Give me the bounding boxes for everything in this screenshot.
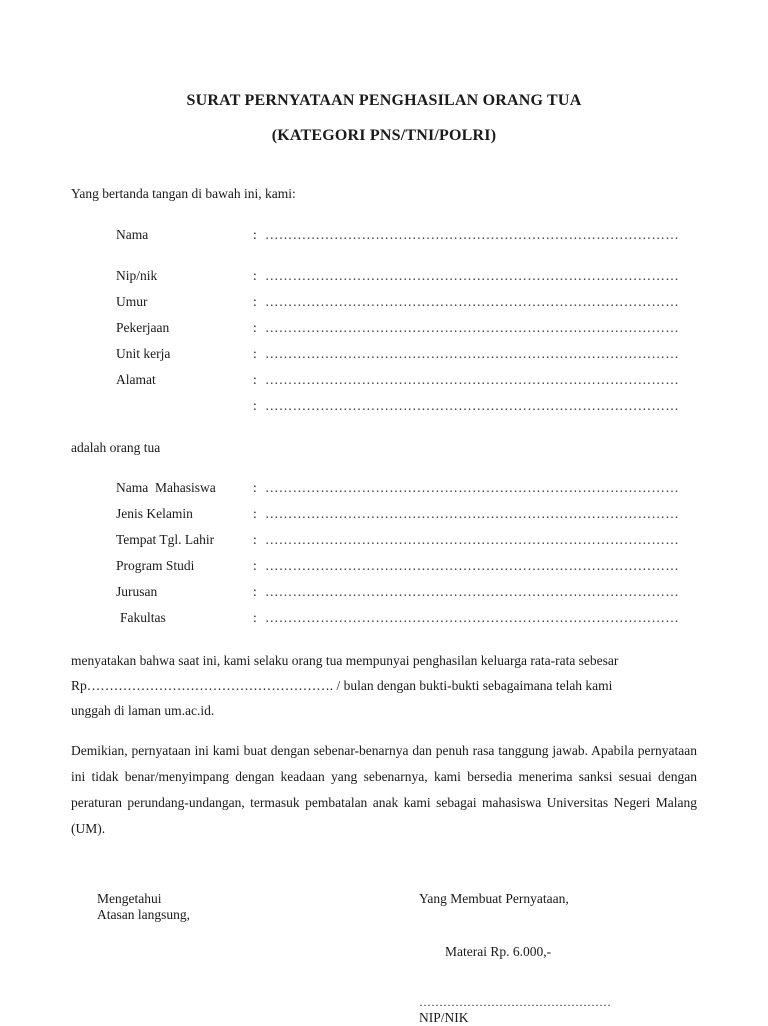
field-row-alamat-continued <box>116 398 679 416</box>
field-colon: : <box>253 268 257 283</box>
statement-line-1: menyatakan bahwa saat ini, kami selaku orang tua mempunyai penghasilan keluarga rata-rata sebesar <box>71 653 619 668</box>
field-colon: : <box>253 480 257 495</box>
field-row-program-studi <box>116 558 679 576</box>
signature-blank: ………………………………………… <box>419 995 611 1009</box>
document-title: SURAT PERNYATAAN PENGHASILAN ORANG TUA <box>186 92 582 109</box>
field-blank: ……………………………………………………………………………… <box>265 558 679 573</box>
left-signature-line-1: Mengetahui <box>97 891 162 906</box>
field-row-tempat-tgl-lahir <box>116 532 679 550</box>
closing-text: Demikian, pernyataan ini kami buat dengan sebenar-benarnya dan penuh rasa tanggung jawab. Apabila pernyataan ini tidak benar/menyimpang dengan keadaan yang sebenarnya, kami bersedia menerima sanksi sesuai dengan peraturan perundang-undangan, termasuk pembatalan anak kami sebagai mahasiswa Universitas Negeri Malang (UM). <box>71 743 697 836</box>
field-colon: : <box>253 398 257 413</box>
field-label: Jenis Kelamin <box>116 506 193 521</box>
field-row-alamat <box>116 372 679 390</box>
field-blank: ……………………………………………………………………………… <box>265 227 679 242</box>
field-label: Nip/nik <box>116 268 158 283</box>
field-label: Program Studi <box>116 558 195 573</box>
field-label: Pekerjaan <box>116 320 170 335</box>
field-blank: ……………………………………………………………………………… <box>265 532 679 547</box>
field-row-nama-mahasiswa <box>116 480 679 498</box>
field-blank: ……………………………………………………………………………… <box>265 610 679 625</box>
field-blank: ……………………………………………………………………………… <box>265 294 679 309</box>
field-row-pekerjaan <box>116 320 679 338</box>
materai-label: Materai Rp. 6.000,- <box>445 944 552 959</box>
field-label: Nama Mahasiswa <box>116 480 216 495</box>
field-label: Umur <box>116 294 148 309</box>
field-colon: : <box>253 372 257 387</box>
nip-label: NIP/NIK <box>419 1010 469 1025</box>
field-colon: : <box>253 346 257 361</box>
field-label: Fakultas <box>120 610 166 625</box>
right-signature-title: Yang Membuat Pernyataan, <box>419 891 569 906</box>
field-blank: ……………………………………………………………………………… <box>265 398 679 413</box>
field-label: Alamat <box>116 372 156 387</box>
field-row-jurusan <box>116 584 679 602</box>
field-label: Tempat Tgl. Lahir <box>116 532 215 547</box>
field-label: Nama <box>116 227 149 242</box>
document-subtitle: (KATEGORI PNS/TNI/POLRI) <box>271 127 497 144</box>
field-colon: : <box>253 227 257 242</box>
field-colon: : <box>253 506 257 521</box>
field-blank: ……………………………………………………………………………… <box>265 506 679 521</box>
field-row-umur <box>116 294 679 312</box>
statement-line-2: Rp………………………………………………. / bulan dengan bukti-bukti sebagaimana telah kami <box>71 678 613 693</box>
field-colon: : <box>253 558 257 573</box>
field-colon: : <box>253 610 257 625</box>
closing-paragraph <box>71 738 697 842</box>
middle-text: adalah orang tua <box>71 440 161 455</box>
field-row-nip <box>116 268 679 286</box>
field-label: Unit kerja <box>116 346 171 361</box>
left-signature-line-2: Atasan langsung, <box>97 907 190 922</box>
field-colon: : <box>253 294 257 309</box>
field-blank: ……………………………………………………………………………… <box>265 584 679 599</box>
field-label: Jurusan <box>116 584 158 599</box>
field-colon: : <box>253 532 257 547</box>
field-blank: ……………………………………………………………………………… <box>265 320 679 335</box>
statement-line-3: unggah di laman um.ac.id. <box>71 703 215 718</box>
intro-text: Yang bertanda tangan di bawah ini, kami: <box>71 186 296 201</box>
field-row-fakultas <box>116 610 679 628</box>
field-row-unit-kerja <box>116 346 679 364</box>
field-row-jenis-kelamin <box>116 506 679 524</box>
field-blank: ……………………………………………………………………………… <box>265 372 679 387</box>
field-colon: : <box>253 584 257 599</box>
field-blank: ……………………………………………………………………………… <box>265 346 679 361</box>
field-blank: ……………………………………………………………………………… <box>265 480 679 495</box>
field-blank: ……………………………………………………………………………… <box>265 268 679 283</box>
field-row-nama <box>116 227 679 245</box>
field-colon: : <box>253 320 257 335</box>
